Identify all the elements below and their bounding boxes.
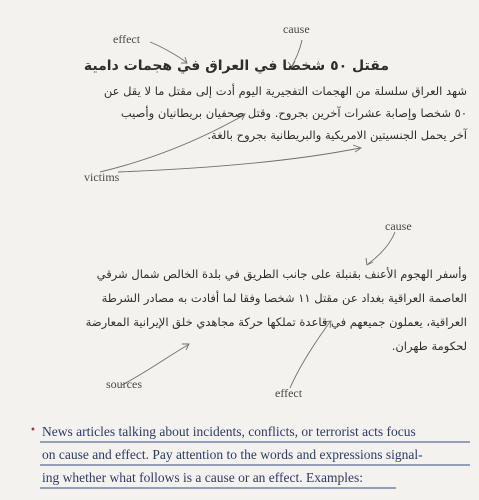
annotation-cause-mid: cause — [385, 219, 412, 233]
annotation-victims: victims — [84, 170, 120, 184]
article2-line-2: العاصمة العراقية بغداد عن مقتل ١١ شخصا وفقا لما أفادت به مصادر الشرطة — [101, 291, 467, 305]
note-line-1: News articles talking about incidents, conflicts, or terrorist acts focus — [42, 424, 416, 439]
note-bullet: • — [30, 425, 36, 436]
annotation-cause-top: cause — [283, 22, 310, 36]
article2-line-4: لحكومة طهران. — [391, 339, 467, 353]
article2-line-3: العراقية، يعملون جميعهم في قاعدة تملكها حركة مجاهدي خلق الإيرانية المعارضة — [85, 315, 467, 329]
article1-title: مقتل ٥٠ شخصا في العراق في هجمات دامية — [83, 58, 389, 74]
annotation-effect-top: effect — [113, 32, 141, 46]
article1-line-3: آخر يحمل الجنسيتين الامريكية والبريطانية بجروح بالغة. — [207, 128, 467, 142]
article1-line-2: ٥٠ شخصا وإصابة عشرات آخرين بجروح. وقتل صحفيان بريطانيان وأصيب — [120, 106, 467, 120]
note-line-3: ing whether what follows is a cause or an effect. Examples: — [42, 470, 364, 485]
article2-line-1: وأسفر الهجوم الأعنف بقنبلة على جانب الطريق في بلدة الخالص شمال شرقي — [96, 267, 467, 281]
article1-line-1: شهد العراق سلسلة من الهجمات التفجيرية اليوم أدت إلى مقتل ما لا يقل عن — [103, 84, 467, 98]
note-line-2: on cause and effect. Pay attention to the words and expressions signal- — [42, 447, 423, 462]
annotation-effect-bottom: effect — [275, 386, 303, 400]
annotation-sources: sources — [106, 377, 142, 391]
